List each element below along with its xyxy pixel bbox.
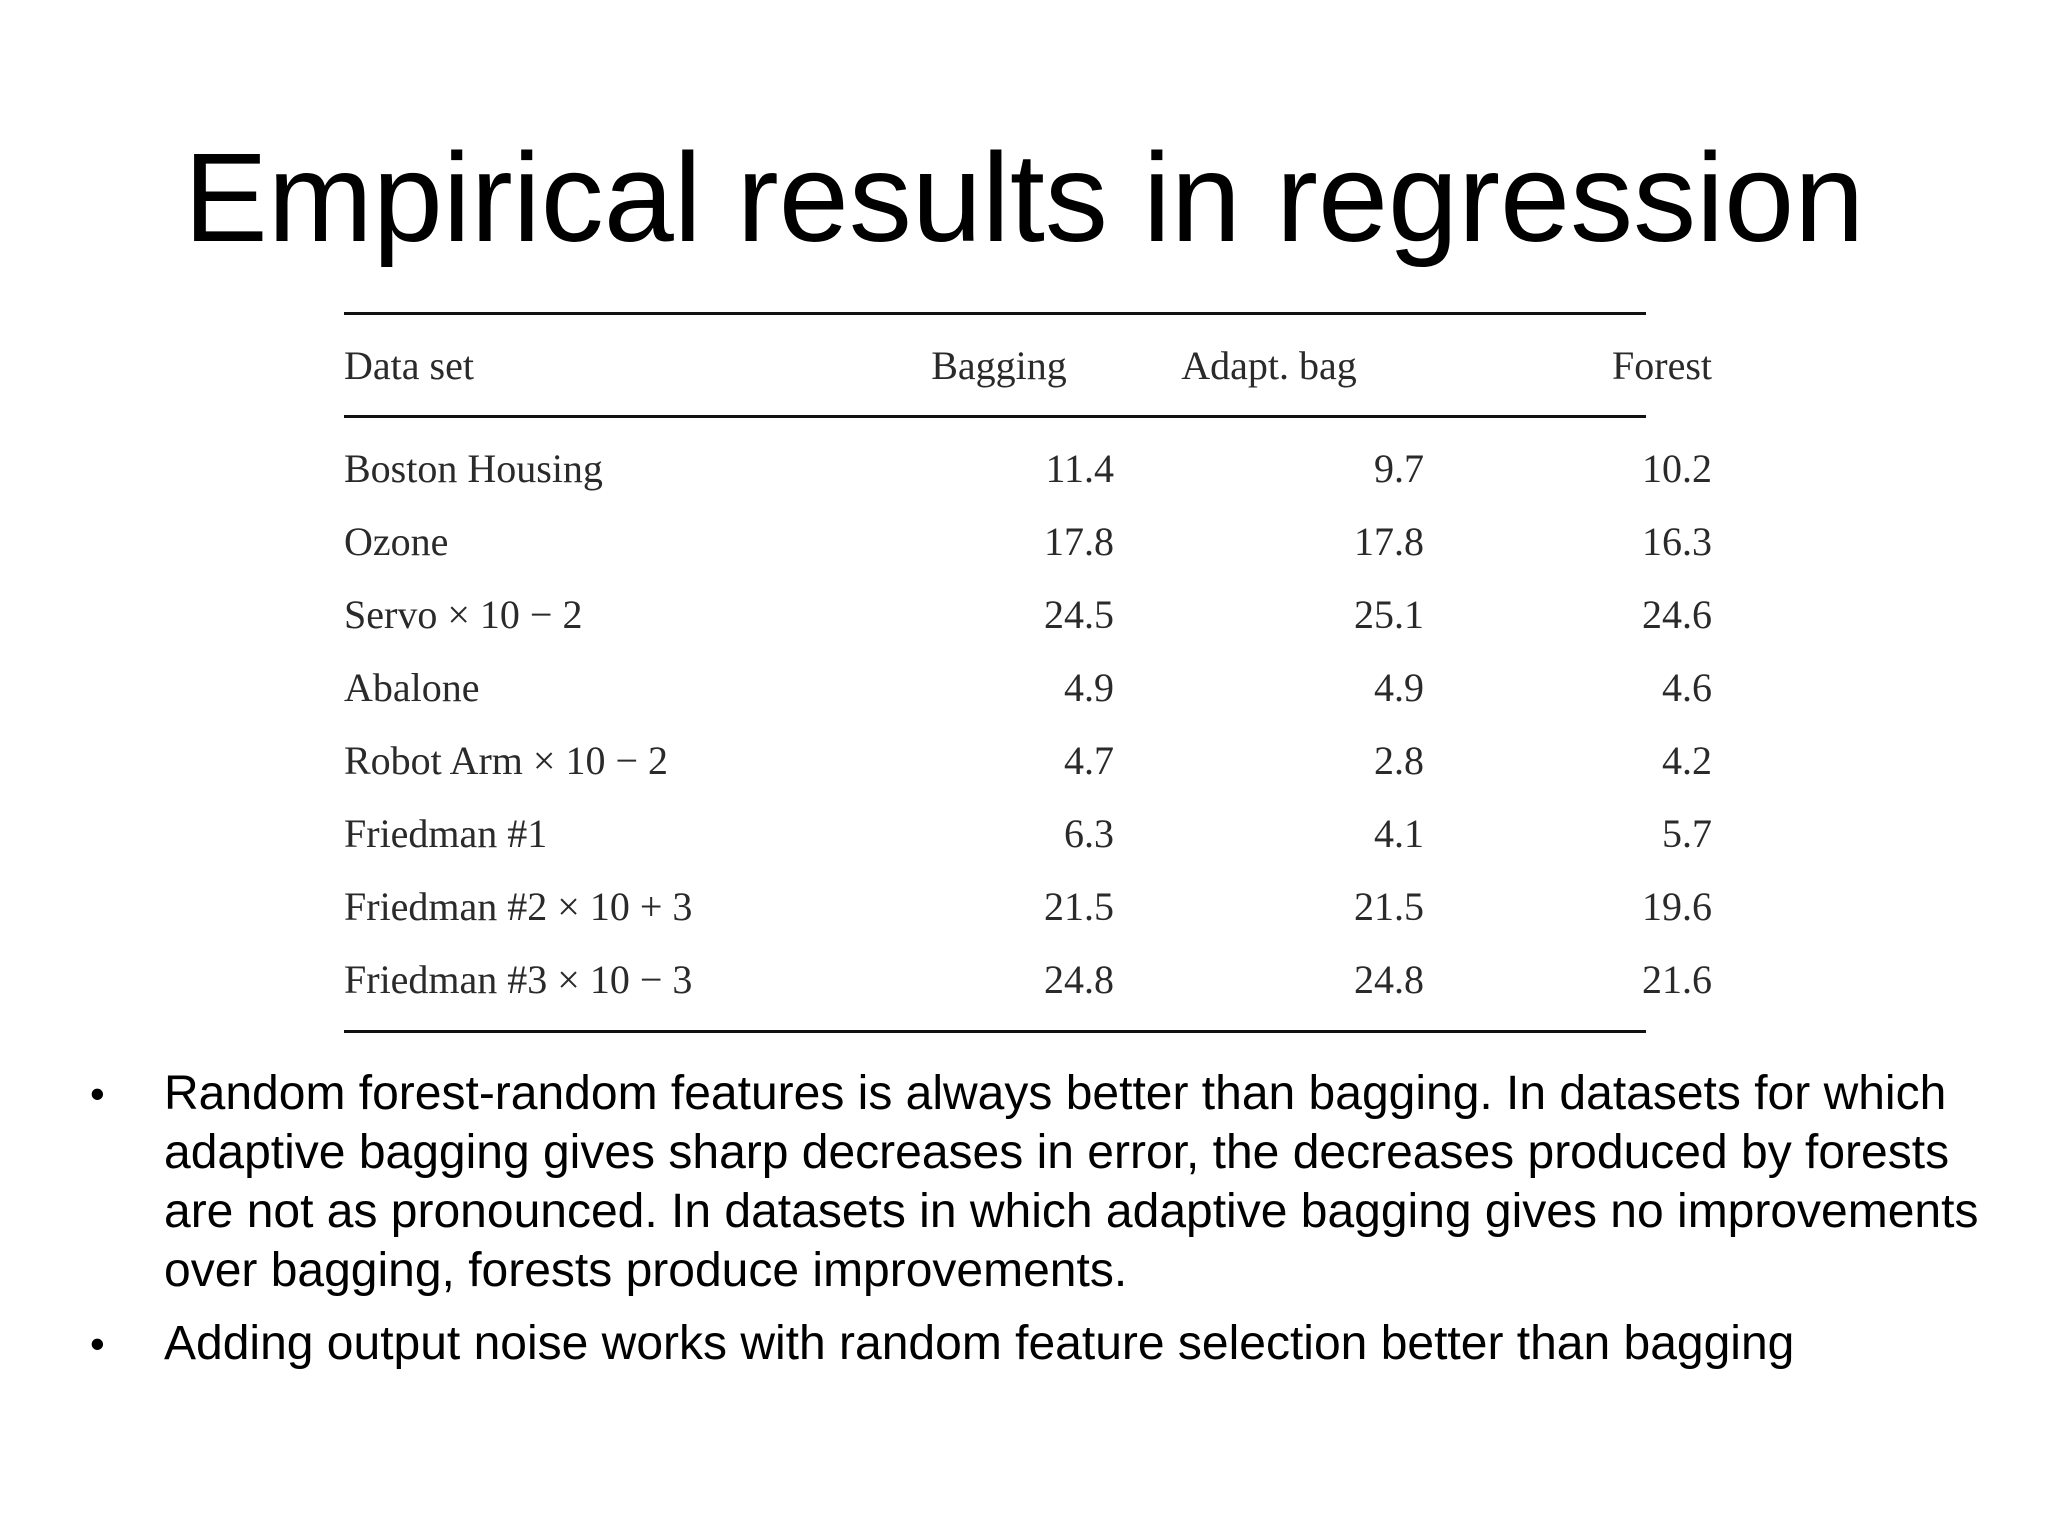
cell-dataset: Boston Housing	[344, 446, 603, 491]
cell-forest: 24.6	[1642, 592, 1712, 637]
cell-adapt-bag: 24.8	[1354, 957, 1424, 1002]
cell-bagging: 24.5	[1044, 592, 1114, 637]
results-table-body	[344, 418, 1712, 1016]
cell-bagging: 4.7	[1064, 738, 1114, 783]
table-header-row	[344, 315, 1712, 415]
table-row	[344, 505, 1712, 578]
cell-bagging: 17.8	[1044, 519, 1114, 564]
cell-bagging: 4.9	[1064, 665, 1114, 710]
header-bagging: Bagging	[931, 342, 1067, 388]
cell-bagging: 24.8	[1044, 957, 1114, 1002]
cell-forest: 10.2	[1642, 446, 1712, 491]
bullet-icon: •	[90, 1320, 105, 1367]
cell-dataset: Friedman #2 × 10 + 3	[344, 884, 693, 929]
cell-adapt-bag: 9.7	[1374, 446, 1424, 491]
table-row	[344, 797, 1712, 870]
bullet-icon: •	[90, 1070, 105, 1117]
table-row	[344, 870, 1712, 943]
cell-adapt-bag: 2.8	[1374, 738, 1424, 783]
table-row	[344, 651, 1712, 724]
cell-forest: 5.7	[1662, 811, 1712, 856]
cell-adapt-bag: 4.9	[1374, 665, 1424, 710]
cell-forest: 21.6	[1642, 957, 1712, 1002]
cell-dataset: Servo × 10 − 2	[344, 592, 583, 637]
cell-dataset: Friedman #1	[344, 811, 548, 856]
cell-adapt-bag: 17.8	[1354, 519, 1424, 564]
table-row	[344, 724, 1712, 797]
cell-bagging: 11.4	[1045, 446, 1114, 491]
cell-forest: 16.3	[1642, 519, 1712, 564]
cell-dataset: Abalone	[344, 665, 480, 710]
header-data-set: Data set	[344, 342, 474, 388]
header-forest: Forest	[1612, 342, 1712, 388]
table-bottom-rule	[344, 1030, 1646, 1033]
cell-dataset: Friedman #3 × 10 − 3	[344, 957, 693, 1002]
bullet-text: Adding output noise works with random feature selection better than bagging	[164, 1317, 1795, 1370]
slide-title: Empirical results in regression	[183, 127, 1865, 268]
bullet-text: Random forest-random features is always better than bagging. In datasets for which adaptive bagging gives sharp decreases in error, the decreases produced by forests are not as pronounced. In datasets in which adaptive bagging gives no improvements over bagging, forests produce improvements.	[164, 1067, 1979, 1297]
table-bottom-spacer	[344, 1016, 1646, 1030]
bullet-list	[84, 1064, 1984, 1387]
cell-bagging: 21.5	[1044, 884, 1114, 929]
bullet-item	[84, 1064, 1984, 1300]
cell-adapt-bag: 25.1	[1354, 592, 1424, 637]
cell-forest: 4.2	[1662, 738, 1712, 783]
cell-dataset: Robot Arm × 10 − 2	[344, 738, 669, 783]
bullet-item	[84, 1314, 1984, 1373]
table-row	[344, 418, 1712, 505]
results-table	[344, 315, 1712, 415]
cell-forest: 19.6	[1642, 884, 1712, 929]
table-row	[344, 943, 1712, 1016]
cell-adapt-bag: 21.5	[1354, 884, 1424, 929]
cell-adapt-bag: 4.1	[1374, 811, 1424, 856]
header-adapt-bag: Adapt. bag	[1181, 342, 1357, 388]
cell-forest: 4.6	[1662, 665, 1712, 710]
cell-bagging: 6.3	[1064, 811, 1114, 856]
table-row	[344, 578, 1712, 651]
cell-dataset: Ozone	[344, 519, 449, 564]
results-table-container	[344, 312, 1712, 1033]
